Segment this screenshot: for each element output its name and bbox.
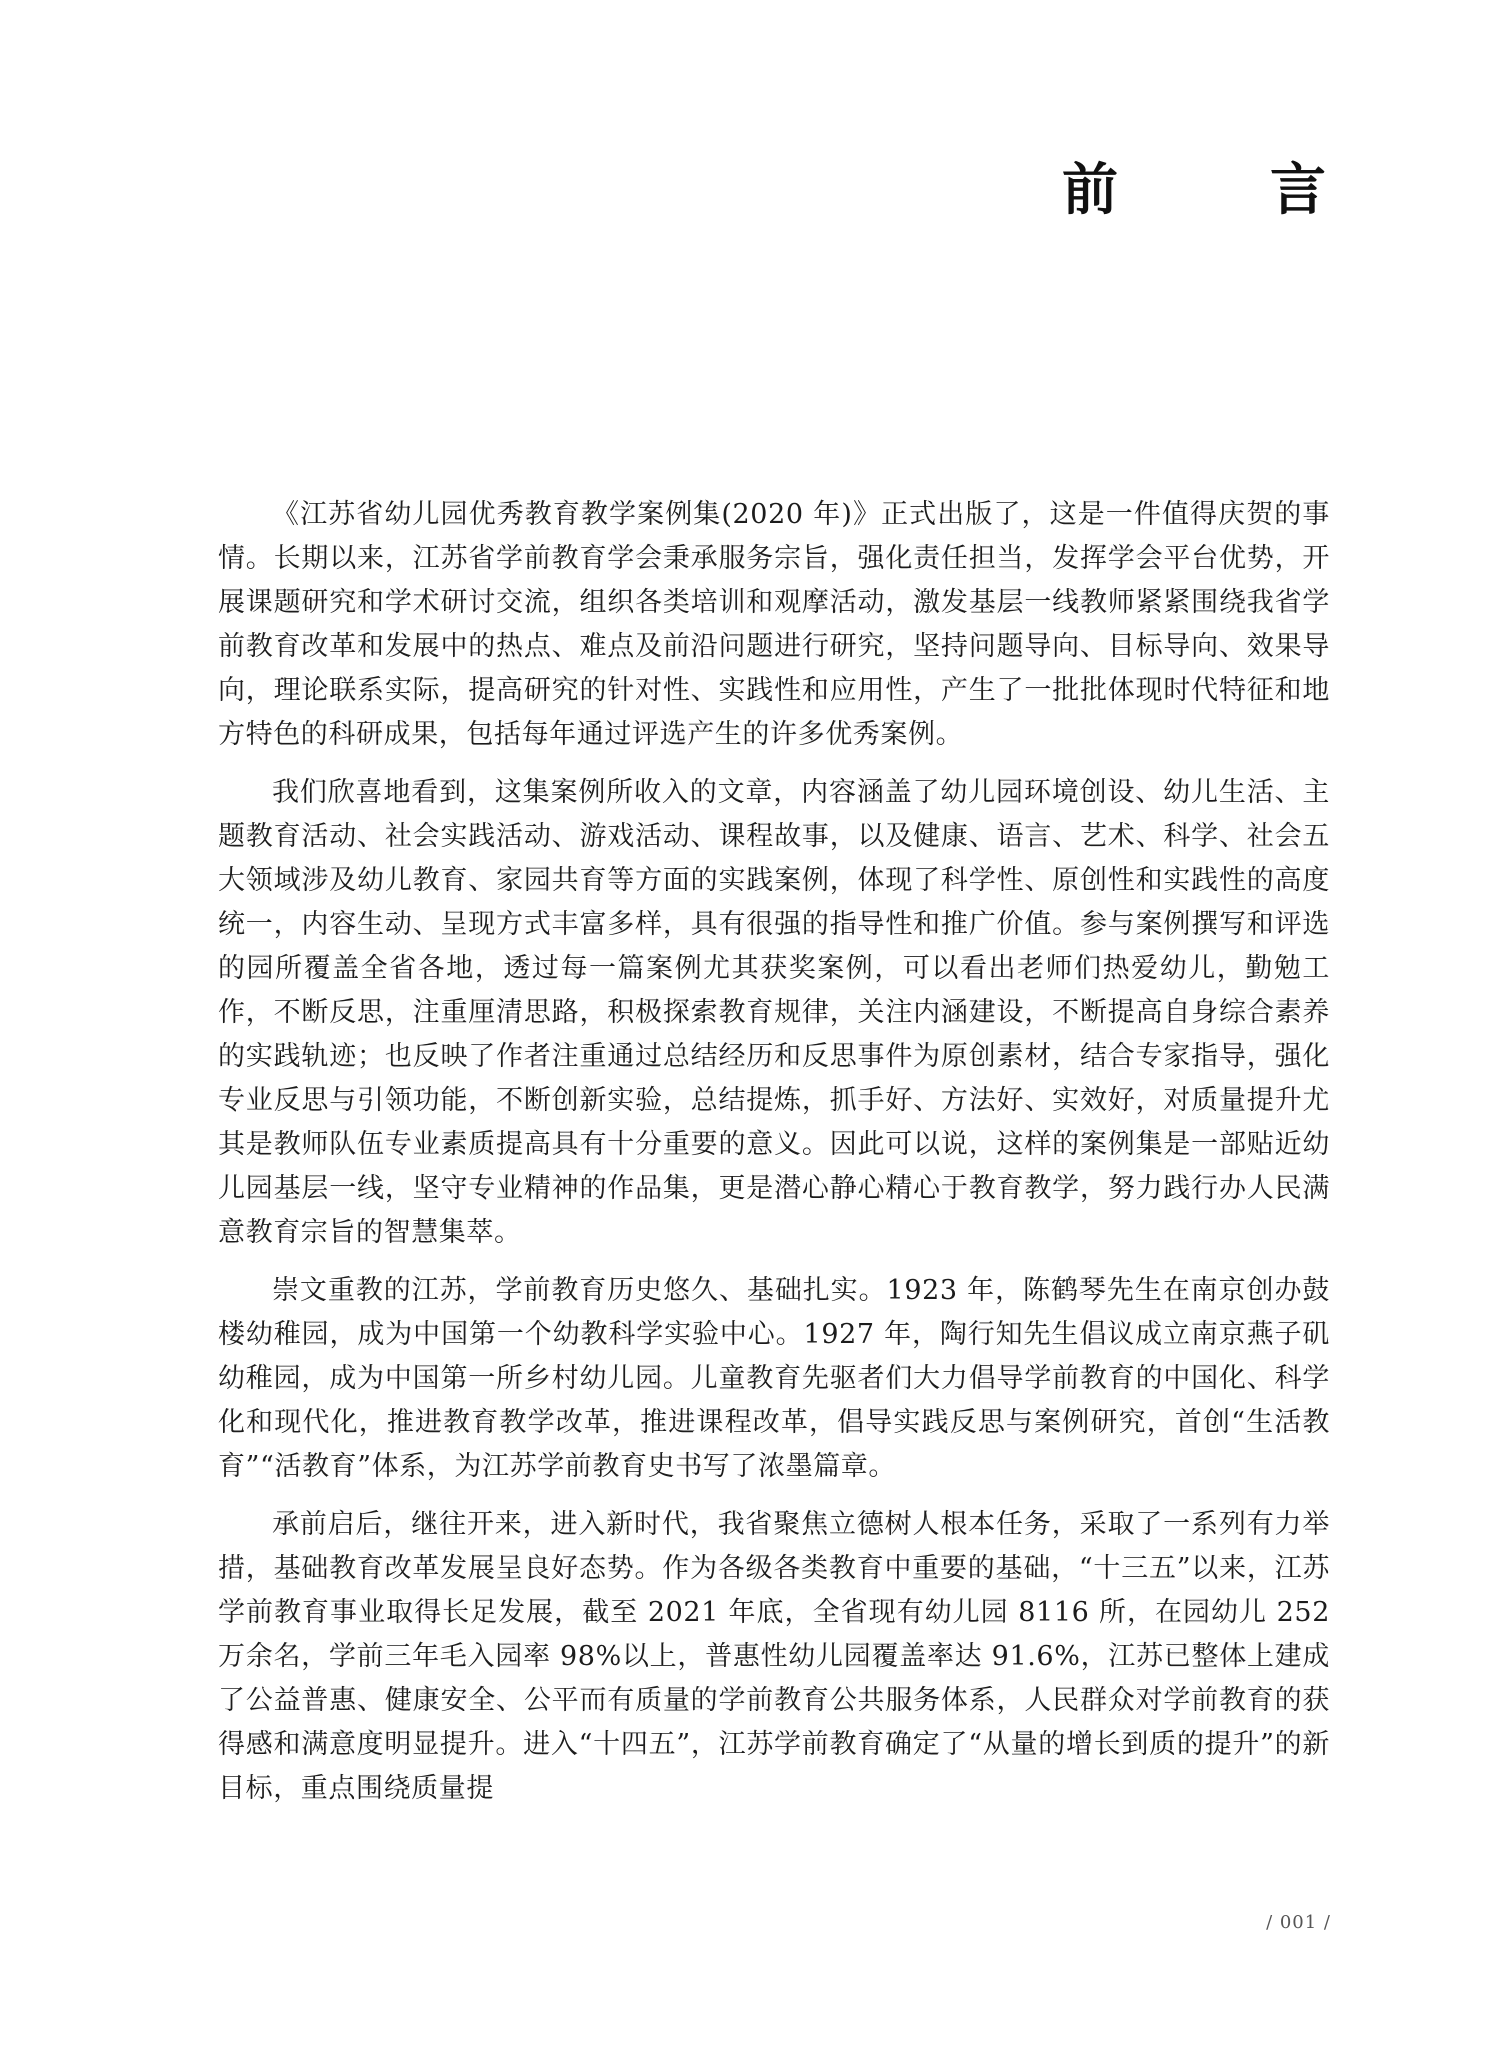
paragraph-1: 《江苏省幼儿园优秀教育教学案例集(2020 年)》正式出版了，这是一件值得庆贺的事情。长期以来，江苏省学前教育学会秉承服务宗旨，强化责任担当，发挥学会平台优势，开展课题研究和学术研讨交流，组织各类培训和观摩活动，激发基层一线教师紧紧围绕我省学前教育改革和发展中的热点、难点及前沿问题进行研究，坚持问题导向、目标导向、效果导向，理论联系实际，提高研究的针对性、实践性和应用性，产生了一批批体现时代特征和地方特色的科研成果，包括每年通过评选产生的许多优秀案例。 [218, 499, 1330, 750]
page-number: / 001 / [1266, 1912, 1331, 1933]
paragraph-3: 崇文重教的江苏，学前教育历史悠久、基础扎实。1923 年，陈鹤琴先生在南京创办鼓楼幼稚园，成为中国第一个幼教科学实验中心。1927 年，陶行知先生倡议成立南京燕子矶幼稚园，成为中国第一所乡村幼儿园。儿童教育先驱者们大力倡导学前教育的中国化、科学化和现代化，推进教育教学改革，推进课程改革，倡导实践反思与案例研究，首创“生活教育”“活教育”体系，为江苏学前教育史书写了浓墨篇章。 [218, 1275, 1330, 1482]
page-title: 前 言 [1062, 157, 1374, 223]
paragraph-4: 承前启后，继往开来，进入新时代，我省聚焦立德树人根本任务，采取了一系列有力举措，基础教育改革发展呈良好态势。作为各级各类教育中重要的基础，“十三五”以来，江苏学前教育事业取得长足发展，截至 2021 年底，全省现有幼儿园 8116 所，在园幼儿 252 万余名，学前三年毛入园率 98%以上，普惠性幼儿园覆盖率达 91.6%，江苏已整体上建成了公益普惠、健康安全、公平而有质量的学前教育公共服务体系，人民群众对学前教育的获得感和满意度明显提升。进入“十四五”，江苏学前教育确定了“从量的增长到质的提升”的新目标，重点围绕质量提 [218, 1509, 1330, 1804]
preface-body [218, 493, 1330, 1825]
paragraph-2: 我们欣喜地看到，这集案例所收入的文章，内容涵盖了幼儿园环境创设、幼儿生活、主题教育活动、社会实践活动、游戏活动、课程故事，以及健康、语言、艺术、科学、社会五大领域涉及幼儿教育、家园共育等方面的实践案例，体现了科学性、原创性和实践性的高度统一，内容生动、呈现方式丰富多样，具有很强的指导性和推广价值。参与案例撰写和评选的园所覆盖全省各地，透过每一篇案例尤其获奖案例，可以看出老师们热爱幼儿，勤勉工作，不断反思，注重厘清思路，积极探索教育规律，关注内涵建设，不断提高自身综合素养的实践轨迹；也反映了作者注重通过总结经历和反思事件为原创素材，结合专家指导，强化专业反思与引领功能，不断创新实验，总结提炼，抓手好、方法好、实效好，对质量提升尤其是教师队伍专业素质提高具有十分重要的意义。因此可以说，这样的案例集是一部贴近幼儿园基层一线，坚守专业精神的作品集，更是潜心静心精心于教育教学，努力践行办人民满意教育宗旨的智慧集萃。 [218, 777, 1330, 1248]
